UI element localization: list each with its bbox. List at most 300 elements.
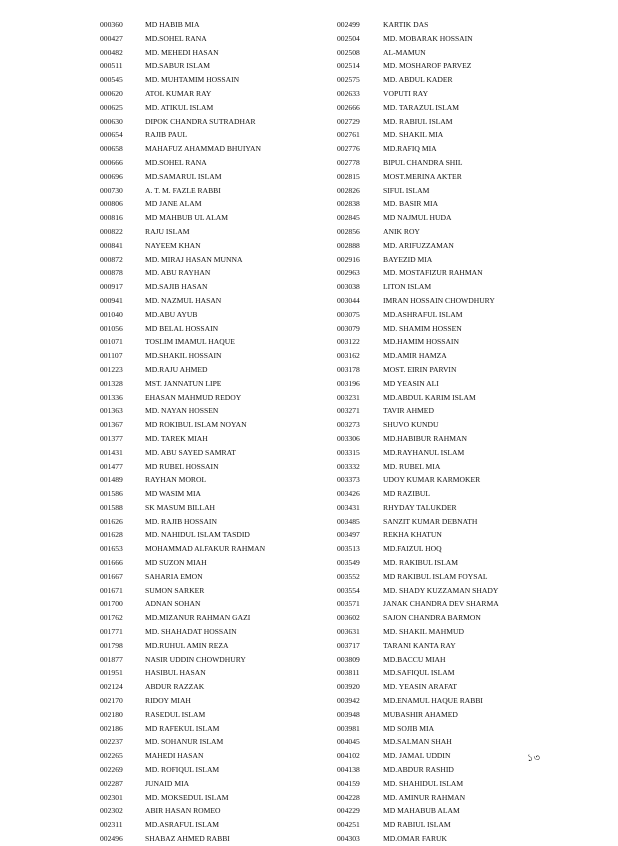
candidate-name: ABIR HASAN ROMEO [145, 806, 221, 816]
roll-number: 001588 [100, 502, 123, 512]
roll-number: 004303 [337, 834, 360, 844]
roll-number: 004228 [337, 792, 360, 802]
roll-number: 002311 [100, 820, 123, 830]
roll-number: 004159 [337, 778, 360, 788]
list-item [100, 432, 310, 446]
candidate-name: SK MASUM BILLAH [145, 502, 216, 512]
candidate-name: DIPOK CHANDRA SUTRADHAR [145, 116, 256, 126]
roll-number: 001477 [100, 461, 123, 471]
list-item [337, 115, 567, 129]
list-item [100, 708, 310, 722]
list-item [337, 308, 567, 322]
candidate-name: ABDUR RAZZAK [145, 682, 205, 692]
candidate-name: MD.MIZANUR RAHMAN GAZI [145, 613, 251, 623]
list-item [337, 239, 567, 253]
candidate-name: MD. AMINUR RAHMAN [383, 792, 466, 802]
candidate-name: JUNAID MIA [145, 778, 190, 788]
roll-number: 000654 [100, 130, 123, 140]
candidate-name: REKHA KHATUN [383, 530, 442, 540]
candidate-name: MD JANE ALAM [145, 199, 202, 209]
candidate-name: MD WASIM MIA [145, 489, 201, 499]
candidate-name: HASIBUL HASAN [145, 668, 206, 678]
roll-number: 003038 [337, 282, 360, 292]
candidate-name: TAVIR AHMED [383, 406, 434, 416]
roll-number: 000872 [100, 254, 123, 264]
roll-number: 000878 [100, 268, 123, 278]
roll-number: 003178 [337, 364, 360, 374]
list-item [337, 73, 567, 87]
roll-number: 001700 [100, 599, 123, 609]
list-item [100, 253, 310, 267]
candidate-name: MD RUBEL HOSSAIN [145, 461, 219, 471]
roll-number: 002186 [100, 723, 123, 733]
candidate-name: MD.SHAKIL HOSSAIN [145, 351, 222, 361]
candidate-name: A. T. M. FAZLE RABBI [145, 185, 221, 195]
page-number: ১৩ [527, 753, 540, 764]
candidate-name: MD. SHAHADAT HOSSAIN [145, 627, 237, 637]
roll-number: 003981 [337, 723, 360, 733]
roll-number: 004251 [337, 820, 360, 830]
list-item [337, 777, 567, 791]
list-item [337, 722, 567, 736]
roll-number: 002729 [337, 116, 360, 126]
list-item [100, 777, 310, 791]
candidate-name: MD. TARAZUL ISLAM [383, 102, 459, 112]
list-item [337, 528, 567, 542]
roll-number: 001367 [100, 420, 123, 430]
candidate-name: IMRAN HOSSAIN CHOWDHURY [383, 295, 495, 305]
list-item [100, 584, 310, 598]
list-item [100, 239, 310, 253]
list-item [337, 501, 567, 515]
roll-number: 000696 [100, 171, 123, 181]
roll-number: 003231 [337, 392, 360, 402]
list-item [100, 487, 310, 501]
list-item [337, 101, 567, 115]
list-item [100, 446, 310, 460]
list-item [100, 308, 310, 322]
candidate-name: SANZIT KUMAR DEBNATH [383, 516, 478, 526]
roll-number: 002888 [337, 240, 360, 250]
candidate-name: SAJON CHANDRA BARMON [383, 613, 481, 623]
candidate-name: MD. NAHIDUL ISLAM TASDID [145, 530, 250, 540]
list-item [337, 584, 567, 598]
candidate-name: RAJU ISLAM [145, 226, 190, 236]
candidate-name: AL-MAMUN [383, 47, 426, 57]
candidate-name: MD. RABIUL ISLAM [383, 116, 453, 126]
list-item [100, 473, 310, 487]
candidate-name: UDOY KUMAR KARMOKER [383, 475, 481, 485]
list-item [337, 335, 567, 349]
list-item [100, 804, 310, 818]
candidate-name: MD.ABU AYUB [145, 309, 198, 319]
candidate-name: MD. ABDUL KADER [383, 75, 453, 85]
candidate-name: SHABAZ AHMED RABBI [145, 834, 230, 844]
roll-number: 001431 [100, 447, 123, 457]
list-item [100, 59, 310, 73]
candidate-name: MD.HAMIM HOSSAIN [383, 337, 459, 347]
roll-number: 000630 [100, 116, 123, 126]
list-item [337, 666, 567, 680]
list-item [100, 87, 310, 101]
candidate-name: MD. RAKIBUL ISLAM [383, 558, 459, 568]
list-item [337, 694, 567, 708]
candidate-name: MD. SHAKIL MIA [383, 130, 444, 140]
candidate-name: MOST.MERINA AKTER [383, 171, 462, 181]
candidate-name: MD.SAFIQUL ISLAM [383, 668, 455, 678]
list-item [337, 832, 567, 846]
candidate-name: MST. JANNATUN LIPE [145, 378, 222, 388]
list-item [100, 349, 310, 363]
roll-number: 003196 [337, 378, 360, 388]
list-item [337, 59, 567, 73]
candidate-name: MD.FAIZUL HOQ [383, 544, 442, 554]
list-item [100, 515, 310, 529]
roll-number: 002287 [100, 778, 123, 788]
list-item [337, 87, 567, 101]
roll-number: 004229 [337, 806, 360, 816]
roll-number: 002815 [337, 171, 360, 181]
roll-number: 001771 [100, 627, 123, 637]
list-item [337, 18, 567, 32]
roll-number: 000545 [100, 75, 123, 85]
list-item [100, 322, 310, 336]
roll-number: 001328 [100, 378, 123, 388]
candidate-name: BIPUL CHANDRA SHIL [383, 157, 463, 167]
candidate-name: MD. YEASIN ARAFAT [383, 682, 458, 692]
roll-number: 001040 [100, 309, 123, 319]
roll-number: 002838 [337, 199, 360, 209]
roll-number: 001377 [100, 433, 123, 443]
candidate-name: MD NAJMUL HUDA [383, 213, 452, 223]
roll-number: 003920 [337, 682, 360, 692]
roll-number: 002778 [337, 157, 360, 167]
list-item [100, 735, 310, 749]
roll-number: 003948 [337, 709, 360, 719]
list-item [100, 280, 310, 294]
roll-number: 003426 [337, 489, 360, 499]
roll-number: 003273 [337, 420, 360, 430]
list-item [100, 363, 310, 377]
candidate-name: ATOL KUMAR RAY [145, 88, 212, 98]
list-item [100, 528, 310, 542]
candidate-name: MD. SHADY KUZZAMAN SHADY [383, 585, 499, 595]
candidate-name: MOST. EIRIN PARVIN [383, 364, 457, 374]
roll-number: 001071 [100, 337, 123, 347]
list-item [100, 142, 310, 156]
roll-number: 002269 [100, 765, 123, 775]
list-item [337, 170, 567, 184]
roll-number: 003809 [337, 654, 360, 664]
list-item [337, 653, 567, 667]
list-item [337, 377, 567, 391]
list-item [337, 294, 567, 308]
roll-number: 000360 [100, 20, 123, 29]
list-item [100, 611, 310, 625]
candidate-name: MAHEDI HASAN [145, 751, 204, 761]
candidate-name: MD. MOBARAK HOSSAIN [383, 33, 473, 43]
candidate-name: NAYEEM KHAN [145, 240, 201, 250]
candidate-name: LITON ISLAM [383, 282, 432, 292]
candidate-name: VOPUTI RAY [383, 88, 429, 98]
candidate-name: MD BELAL HOSSAIN [145, 323, 219, 333]
candidate-name: MD. ABU RAYHAN [145, 268, 211, 278]
candidate-name: MD.SAJIB HASAN [145, 282, 208, 292]
candidate-name: MD.RAFIQ MIA [383, 144, 437, 154]
candidate-name: BAYEZID MIA [383, 254, 433, 264]
list-item [337, 542, 567, 556]
candidate-name: MD. ROFIQUL ISLAM [145, 765, 220, 775]
roll-number: 002633 [337, 88, 360, 98]
candidate-name: MD.ABDUL KARIM ISLAM [383, 392, 476, 402]
candidate-name: MD. MOKSEDUL ISLAM [145, 792, 229, 802]
roll-number: 003431 [337, 502, 360, 512]
roll-number: 003044 [337, 295, 360, 305]
roll-number: 001877 [100, 654, 123, 664]
list-item [337, 184, 567, 198]
roll-number: 002776 [337, 144, 360, 154]
list-item [337, 818, 567, 832]
list-item [100, 832, 310, 846]
list-item [100, 377, 310, 391]
list-item [337, 473, 567, 487]
candidate-name: MD.SALMAN SHAH [383, 737, 452, 747]
list-item [100, 128, 310, 142]
list-item [100, 722, 310, 736]
roll-number: 001628 [100, 530, 123, 540]
candidate-name: MD.ABDUR RASHID [383, 765, 454, 775]
list-item [337, 253, 567, 267]
roll-number: 002826 [337, 185, 360, 195]
list-item [100, 156, 310, 170]
candidate-name: MD. RUBEL MIA [383, 461, 441, 471]
candidate-name: MD MAHBUB UL ALAM [145, 213, 229, 223]
roll-number: 002856 [337, 226, 360, 236]
candidate-name: MD. MOSTAFIZUR RAHMAN [383, 268, 483, 278]
roll-number: 002963 [337, 268, 360, 278]
list-item [337, 680, 567, 694]
roll-number: 003571 [337, 599, 360, 609]
roll-number: 003811 [337, 668, 360, 678]
candidate-name: KARTIK DAS [383, 20, 429, 29]
roll-number: 002761 [337, 130, 360, 140]
list-item [337, 597, 567, 611]
candidate-name: MD ROKIBUL ISLAM NOYAN [145, 420, 247, 430]
roll-number: 003315 [337, 447, 360, 457]
candidate-name: RHYDAY TALUKDER [383, 502, 457, 512]
roll-number: 003631 [337, 627, 360, 637]
roll-number: 002666 [337, 102, 360, 112]
candidate-name: MD RAZIBUL [383, 489, 431, 499]
list-item [100, 225, 310, 239]
list-item [337, 266, 567, 280]
list-item [100, 391, 310, 405]
roll-number: 002514 [337, 61, 360, 71]
candidate-name: MD RAFEKUL ISLAM [145, 723, 220, 733]
left-column [100, 18, 310, 846]
list-item [337, 611, 567, 625]
candidate-name: MD. SOHANUR ISLAM [145, 737, 224, 747]
roll-number: 000822 [100, 226, 123, 236]
list-item [100, 18, 310, 32]
roll-number: 000806 [100, 199, 123, 209]
list-item [337, 556, 567, 570]
candidate-name: RAYHAN MOROL [145, 475, 207, 485]
roll-number: 002508 [337, 47, 360, 57]
roll-number: 004102 [337, 751, 360, 761]
roll-number: 003552 [337, 571, 360, 581]
list-item [100, 115, 310, 129]
roll-number: 001951 [100, 668, 123, 678]
roll-number: 001667 [100, 571, 123, 581]
list-item [100, 680, 310, 694]
roll-number: 001653 [100, 544, 123, 554]
candidate-name: MD. BASIR MIA [383, 199, 439, 209]
list-item [100, 46, 310, 60]
candidate-name: MD. MEHEDI HASAN [145, 47, 219, 57]
roll-number: 000841 [100, 240, 123, 250]
roll-number: 002302 [100, 806, 123, 816]
list-item [100, 556, 310, 570]
list-item [337, 211, 567, 225]
list-item [100, 597, 310, 611]
list-item [337, 791, 567, 805]
list-item [100, 197, 310, 211]
list-item [337, 515, 567, 529]
candidate-name: MOHAMMAD ALFAKUR RAHMAN [145, 544, 266, 554]
roll-number: 000941 [100, 295, 123, 305]
candidate-name: MD.RAYHANUL ISLAM [383, 447, 465, 457]
roll-number: 003497 [337, 530, 360, 540]
candidate-name: MD MAHABUB ALAM [383, 806, 460, 816]
candidate-name: RASEDUL ISLAM [145, 709, 206, 719]
roll-number: 002237 [100, 737, 123, 747]
list-item [337, 322, 567, 336]
candidate-name: MD.SABUR ISLAM [145, 61, 210, 71]
candidate-name: MD. ABU SAYED SAMRAT [145, 447, 236, 457]
roll-number: 001626 [100, 516, 123, 526]
candidate-name: MD.OMAR FARUK [383, 834, 447, 844]
candidate-name: MD. SHAKIL MAHMUD [383, 627, 464, 637]
candidate-name: MD RAKIBUL ISLAM FOYSAL [383, 571, 488, 581]
roll-number: 000482 [100, 47, 123, 57]
roll-number: 000658 [100, 144, 123, 154]
candidate-name: MD. ATIKUL ISLAM [145, 102, 214, 112]
roll-number: 004138 [337, 765, 360, 775]
list-item [337, 225, 567, 239]
candidate-name: EHASAN MAHMUD REDOY [145, 392, 242, 402]
list-item [337, 128, 567, 142]
list-item [100, 694, 310, 708]
list-item [337, 46, 567, 60]
roll-number: 001666 [100, 558, 123, 568]
candidate-name: MD YEASIN ALI [383, 378, 439, 388]
list-item [337, 625, 567, 639]
candidate-name: SIFUL ISLAM [383, 185, 430, 195]
roll-number: 001762 [100, 613, 123, 623]
candidate-name: MD. NAYAN HOSSEN [145, 406, 219, 416]
candidate-name: MD. TAREK MIAH [145, 433, 208, 443]
candidate-name: MAHAFUZ AHAMMAD BHUIYAN [145, 144, 262, 154]
candidate-name: ADNAN SOHAN [145, 599, 201, 609]
list-item [100, 749, 310, 763]
candidate-name: MD.SOHEL RANA [145, 157, 207, 167]
list-item [100, 653, 310, 667]
list-item [100, 542, 310, 556]
roll-number: 002496 [100, 834, 123, 844]
list-item [100, 101, 310, 115]
list-item [100, 791, 310, 805]
candidate-name: MD. NAZMUL HASAN [145, 295, 222, 305]
candidate-name: MD. RAJIB HOSSAIN [145, 516, 217, 526]
candidate-name: ANIK ROY [383, 226, 420, 236]
candidate-name: JANAK CHANDRA DEV SHARMA [383, 599, 499, 609]
list-item [337, 446, 567, 460]
roll-number: 000511 [100, 61, 123, 71]
candidate-name: MD. JAMAL UDDIN [383, 751, 451, 761]
roll-number: 001223 [100, 364, 123, 374]
roll-number: 003602 [337, 613, 360, 623]
roll-number: 002124 [100, 682, 123, 692]
list-item [337, 156, 567, 170]
list-item [100, 404, 310, 418]
candidate-name: MD RABIUL ISLAM [383, 820, 451, 830]
candidate-name: SHUVO KUNDU [383, 420, 439, 430]
roll-number: 002265 [100, 751, 123, 761]
list-item [100, 763, 310, 777]
list-item [100, 211, 310, 225]
roll-number: 002504 [337, 33, 360, 43]
candidate-name: MD.ENAMUL HAQUE RABBI [383, 696, 483, 706]
list-item [337, 197, 567, 211]
candidate-name: MD.HABIBUR RAHMAN [383, 433, 467, 443]
candidate-name: MD SOJIB MIA [383, 723, 435, 733]
roll-number: 003306 [337, 433, 360, 443]
list-item [100, 170, 310, 184]
roll-number: 003942 [337, 696, 360, 706]
roll-number: 003122 [337, 337, 360, 347]
list-item [337, 639, 567, 653]
roll-number: 003717 [337, 640, 360, 650]
list-item [100, 32, 310, 46]
list-item [100, 418, 310, 432]
list-item [100, 639, 310, 653]
roll-number: 002845 [337, 213, 360, 223]
list-item [100, 501, 310, 515]
candidate-name: MD HABIB MIA [145, 20, 200, 29]
roll-number: 001586 [100, 489, 123, 499]
roll-number: 000625 [100, 102, 123, 112]
list-item [337, 460, 567, 474]
candidate-name: MD. MIRAJ HASAN MUNNA [145, 254, 243, 264]
list-item [100, 335, 310, 349]
list-item [100, 294, 310, 308]
roll-number: 002499 [337, 20, 360, 29]
candidate-name: NASIR UDDIN CHOWDHURY [145, 654, 246, 664]
list-item [337, 804, 567, 818]
roll-number: 003271 [337, 406, 360, 416]
roll-number: 000666 [100, 157, 123, 167]
roll-number: 001671 [100, 585, 123, 595]
candidate-name: MD.BACCU MIAH [383, 654, 446, 664]
right-column [337, 18, 567, 846]
candidate-name: MD.AMIR HAMZA [383, 351, 447, 361]
list-item [337, 708, 567, 722]
list-item [337, 349, 567, 363]
list-item [337, 280, 567, 294]
list-item [337, 487, 567, 501]
list-item [100, 666, 310, 680]
